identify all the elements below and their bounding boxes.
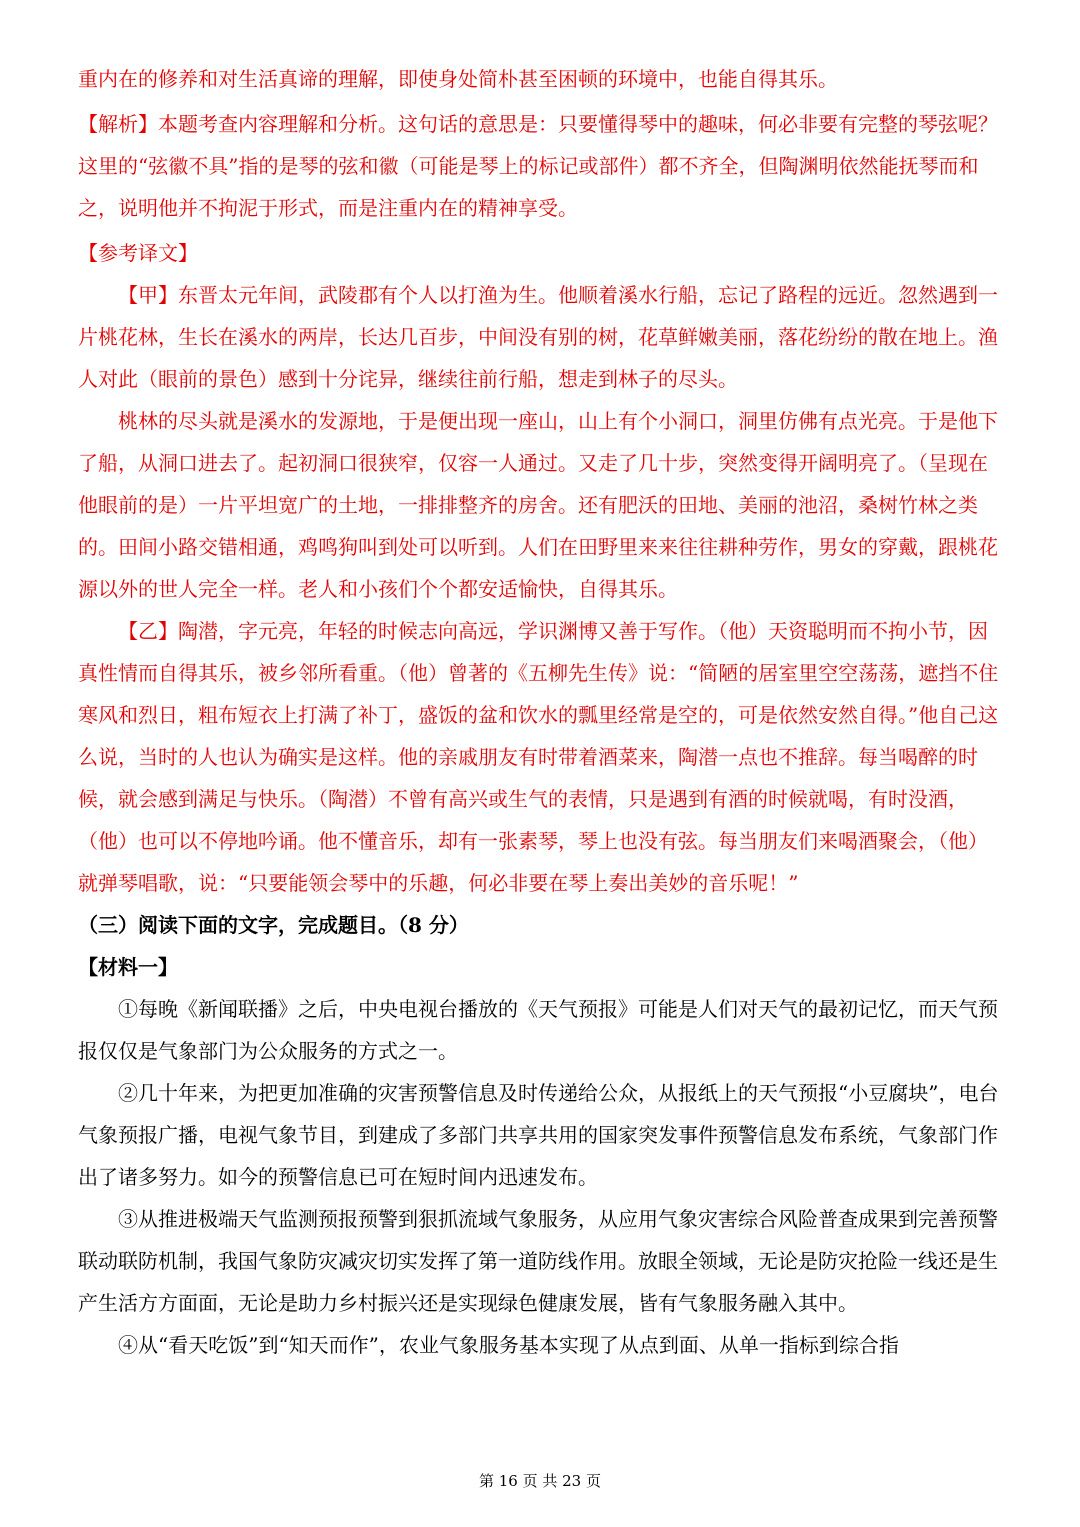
translation-heading: 【参考译文】 bbox=[78, 241, 198, 265]
translation-yi-paragraph: 【乙】陶潜，字元亮，年轻的时候志向高远，学识渊博又善于写作。（他）天资聪明而不拘小节，因真性情而自得其乐，被乡邻所看重。（他）曾著的《五柳先生传》说：“简陋的居室里空空荡荡，遮挡不住寒风和烈日，粗布短衣上打满了补丁，盛饭的盆和饮水的瓢里经常是空的，可是依然安然自得。”他自己这么说，当时的人也认为确实是这样。他的亲戚朋友有时带着酒菜来，陶潜一点也不推辞。每当喝醉的时候，就会感到满足与快乐。（陶潜）不曾有高兴或生气的表情，只是遇到有酒的时候就喝，有时没酒，（他）也可以不停地吟诵。他不懂音乐，却有一张素琴，琴上也没有弦。每当朋友们来喝酒聚会，（他）就弹琴唱歌，说：“只要能领会琴中的乐趣，何必非要在琴上奏出美妙的音乐呢！” bbox=[78, 619, 999, 895]
material1-paragraph-4: ④从“看天吃饭”到“知天而作”，农业气象服务基本实现了从点到面、从单一指标到综合指 bbox=[118, 1333, 899, 1357]
material1-heading: 【材料一】 bbox=[78, 955, 178, 979]
material1-paragraph-2: ②几十年来，为把更加准确的灾害预警信息及时传递给公众，从报纸上的天气预报“小豆腐块”，电台气象预报广播，电视气象节目，到建成了多部门共享共用的国家突发事件预警信息发布系统，气象部门作出了诸多努力。如今的预警信息已可在短时间内迅速发布。 bbox=[78, 1081, 999, 1189]
section3-heading: （三）阅读下面的文字，完成题目。（8 分） bbox=[78, 913, 469, 937]
page-footer: 第 16 页 共 23 页 bbox=[478, 1472, 601, 1490]
translation-jia-paragraph-2: 桃林的尽头就是溪水的发源地，于是便出现一座山，山上有个小洞口，洞里仿佛有点光亮。于是他下了船，从洞口进去了。起初洞口很狭窄，仅容一人通过。又走了几十步，突然变得开阔明亮了。（呈现在他眼前的是）一片平坦宽广的土地，一排排整齐的房舍。还有肥沃的田地、美丽的池沼，桑树竹林之类的。田间小路交错相通，鸡鸣狗叫到处可以听到。人们在田野里来来往往耕种劳作，男女的穿戴，跟桃花源以外的世人完全一样。老人和小孩们个个都安适愉快，自得其乐。 bbox=[78, 409, 998, 601]
material1-paragraph-3: ③从推进极端天气监测预报预警到狠抓流域气象服务，从应用气象灾害综合风险普查成果到完善预警联动联防机制，我国气象防灾减灾切实发挥了第一道防线作用。放眼全领域，无论是防灾抢险一线还是生产生活方方面面，无论是助力乡村振兴还是实现绿色健康发展，皆有气象服务融入其中。 bbox=[78, 1207, 998, 1315]
analysis-paragraph: 【解析】本题考查内容理解和分析。这句话的意思是：只要懂得琴中的趣味，何必非要有完整的琴弦呢？这里的“弦徽不具”指的是琴的弦和徽（可能是琴上的标记或部件）都不齐全，但陶渊明依然能抚琴而和之，说明他并不拘泥于形式，而是注重内在的精神享受。 bbox=[78, 112, 998, 220]
page-content bbox=[78, 58, 1004, 1366]
material1-paragraph-1: ①每晚《新闻联播》之后，中央电视台播放的《天气预报》可能是人们对天气的最初记忆，而天气预报仅仅是气象部门为公众服务的方式之一。 bbox=[78, 997, 998, 1063]
analysis-continued-text: 重内在的修养和对生活真谛的理解，即使身处简朴甚至困顿的环境中，也能自得其乐。 bbox=[78, 67, 838, 91]
translation-jia-paragraph-1: 【甲】东晋太元年间，武陵郡有个人以打渔为生。他顺着溪水行船，忘记了路程的远近。忽然遇到一片桃花林，生长在溪水的两岸，长达几百步，中间没有别的树，花草鲜嫩美丽，落花纷纷的散在地上。渔人对此（眼前的景色）感到十分诧异，继续往前行船，想走到林子的尽头。 bbox=[78, 283, 998, 391]
